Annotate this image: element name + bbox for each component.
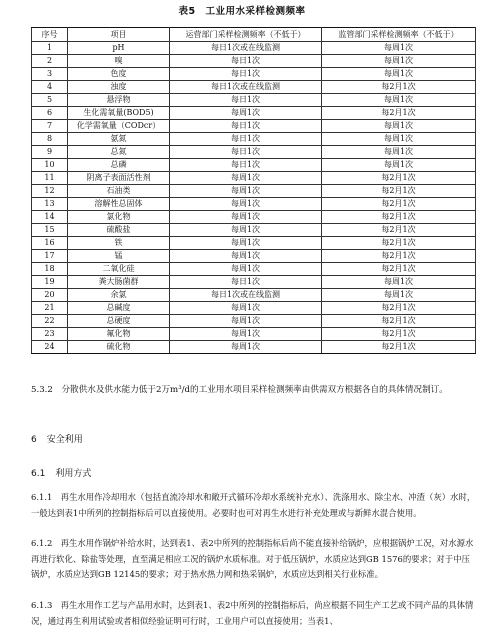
cell-item: 阴离子表面活性剂 [68,172,170,185]
cell-supervisor-frequency: 每2月1次 [322,211,476,224]
cell-supervisor-frequency: 每2月1次 [322,224,476,237]
table-row [32,159,476,172]
cell-item: 石油类 [68,185,170,198]
cell-serial: 15 [32,224,68,237]
clause-5-3-2 [31,383,477,398]
cell-item: 余氯 [68,289,170,302]
cell-item: 总碱度 [68,302,170,315]
cell-operator-frequency: 每日1次 [170,68,322,81]
cell-serial: 18 [32,263,68,276]
clause-6-1-3 [31,598,477,629]
cell-serial: 7 [32,120,68,133]
cell-operator-frequency: 每日1次 [170,55,322,68]
cell-operator-frequency: 每日1次 [170,276,322,289]
clause-6-1-2 [31,536,477,583]
clause-6-1-1-text: 6.1.1 再生水用作冷却用水（包括直流冷却水和敞开式循环冷却水系统补充水）、洗涤用水、除尘水、冲渣（灰）水时，一般达到表1中所列的控制指标后可以直接使用。必要时也可对再生水进行补充处理或与新鲜水混合使用。 [31,492,476,518]
cell-operator-frequency: 每日1次 [170,94,322,107]
sampling-frequency-table [31,27,476,354]
cell-serial: 3 [32,68,68,81]
cell-operator-frequency: 每日1次或在线监测 [170,289,322,302]
cell-operator-frequency: 每日1次 [170,120,322,133]
table-row [32,250,476,263]
section-number: 6 [31,435,37,445]
cell-serial: 20 [32,289,68,302]
header-serial: 序号 [32,28,68,42]
cell-item: pH [68,42,170,55]
cell-operator-frequency: 每周1次 [170,315,322,328]
section-heading-6-1 [31,466,91,479]
cell-supervisor-frequency: 每2月1次 [322,328,476,341]
cell-supervisor-frequency: 每2月1次 [322,341,476,354]
cell-item: 色度 [68,68,170,81]
table-row [32,172,476,185]
cell-item: 悬浮物 [68,94,170,107]
cell-serial: 9 [32,146,68,159]
cell-item: 总氮 [68,146,170,159]
cell-item: 铁 [68,237,170,250]
cell-serial: 6 [32,107,68,120]
cell-supervisor-frequency: 每2月1次 [322,172,476,185]
table-row [32,237,476,250]
cell-serial: 22 [32,315,68,328]
clause-6-1-2-text: 6.1.2 再生水用作锅炉补给水时，达到表1、表2中所列的控制指标后尚不能直接补给锅炉，应根据锅炉工况，对水源水再进行软化、除盐等处理，直至满足相应工况的锅炉水质标准。对于低压锅炉，水质应达到GB 1576的要求；对于中压锅炉，水质应达到GB 12145的要求；对于热水热力网和热采锅炉，水质应达到相关行业标准。 [31,538,474,579]
table-row [32,81,476,94]
table-row [32,198,476,211]
cell-item: 生化需氧量(BOD5) [68,107,170,120]
table-row [32,289,476,302]
cell-item: 粪大肠菌群 [68,276,170,289]
cell-serial: 5 [32,94,68,107]
cell-serial: 12 [32,185,68,198]
cell-operator-frequency: 每日1次 [170,159,322,172]
cell-supervisor-frequency: 每周1次 [322,289,476,302]
cell-operator-frequency: 每周1次 [170,341,322,354]
clause-5-3-2-text: 5.3.2 分散供水及供水能力低于2万m³/d的工业用水项目采样检测频率由供需双方根据各自的具体情况制订。 [31,385,448,395]
cell-supervisor-frequency: 每2月1次 [322,315,476,328]
section-title: 安全利用 [46,435,83,445]
cell-item: 总硬度 [68,315,170,328]
cell-item: 硫酸盐 [68,224,170,237]
cell-serial: 17 [32,250,68,263]
cell-serial: 11 [32,172,68,185]
table-row [32,42,476,55]
cell-item: 氨氮 [68,133,170,146]
cell-serial: 23 [32,328,68,341]
cell-serial: 21 [32,302,68,315]
cell-operator-frequency: 每周1次 [170,263,322,276]
cell-operator-frequency: 每周1次 [170,185,322,198]
cell-item: 锰 [68,250,170,263]
cell-serial: 4 [32,81,68,94]
cell-item: 总磷 [68,159,170,172]
table-row [32,224,476,237]
cell-supervisor-frequency: 每2月1次 [322,107,476,120]
table-header-row [32,28,476,42]
table-row [32,55,476,68]
section-number: 6.1 [31,469,46,479]
cell-serial: 8 [32,133,68,146]
cell-item: 氟化物 [68,328,170,341]
cell-operator-frequency: 每周1次 [170,302,322,315]
cell-supervisor-frequency: 每2月1次 [322,185,476,198]
cell-supervisor-frequency: 每周1次 [322,42,476,55]
cell-operator-frequency: 每周1次 [170,172,322,185]
cell-supervisor-frequency: 每2月1次 [322,302,476,315]
cell-supervisor-frequency: 每2月1次 [322,250,476,263]
cell-supervisor-frequency: 每周1次 [322,55,476,68]
table-row [32,68,476,81]
clause-6-1-3-text: 6.1.3 再生水用作工艺与产品用水时，达到表1、表2中所列的控制指标后，尚应根据不同生产工艺或不同产品的具体情况，通过再生利用试验或者相似经验证明可行时，工业用户可以直接使用；当表1、 [31,600,474,626]
cell-operator-frequency: 每周1次 [170,107,322,120]
table-row [32,211,476,224]
table-row [32,185,476,198]
cell-supervisor-frequency: 每2月1次 [322,198,476,211]
cell-item: 浊度 [68,81,170,94]
table-row [32,341,476,354]
cell-operator-frequency: 每日1次或在线监测 [170,81,322,94]
cell-supervisor-frequency: 每2月1次 [322,237,476,250]
table-title: 表5 工业用水采样检测频率 [178,6,306,17]
table-row [32,133,476,146]
cell-supervisor-frequency: 每周1次 [322,68,476,81]
cell-item: 硫化物 [68,341,170,354]
cell-operator-frequency: 每日1次 [170,133,322,146]
table-row [32,315,476,328]
cell-item: 溶解性总固体 [68,198,170,211]
cell-operator-frequency: 每周1次 [170,198,322,211]
cell-operator-frequency: 每日1次或在线监测 [170,42,322,55]
cell-serial: 24 [32,341,68,354]
cell-serial: 1 [32,42,68,55]
cell-supervisor-frequency: 每周1次 [322,159,476,172]
table-row [32,146,476,159]
table-row [32,120,476,133]
cell-serial: 16 [32,237,68,250]
cell-serial: 2 [32,55,68,68]
section-title: 利用方式 [55,469,92,479]
cell-supervisor-frequency: 每周1次 [322,146,476,159]
table-row [32,94,476,107]
cell-item: 氯化物 [68,211,170,224]
cell-serial: 13 [32,198,68,211]
cell-operator-frequency: 每周1次 [170,328,322,341]
cell-operator-frequency: 每周1次 [170,224,322,237]
table-row [32,276,476,289]
cell-supervisor-frequency: 每2月1次 [322,263,476,276]
header-item: 项目 [68,28,170,42]
table-row [32,263,476,276]
header-operator-frequency: 运营部门采样检测频率（不低于） [170,28,322,42]
section-heading-6 [31,432,83,445]
cell-supervisor-frequency: 每周1次 [322,94,476,107]
cell-operator-frequency: 每周1次 [170,211,322,224]
cell-item: 化学需氧量（CODcr） [68,120,170,133]
cell-serial: 14 [32,211,68,224]
cell-operator-frequency: 每周1次 [170,250,322,263]
cell-supervisor-frequency: 每周1次 [322,120,476,133]
cell-item: 二氧化硅 [68,263,170,276]
cell-serial: 10 [32,159,68,172]
cell-supervisor-frequency: 每周1次 [322,276,476,289]
cell-supervisor-frequency: 每2月1次 [322,81,476,94]
clause-6-1-1 [31,490,477,521]
table-row [32,107,476,120]
cell-supervisor-frequency: 每周1次 [322,133,476,146]
table-row [32,302,476,315]
cell-operator-frequency: 每日1次 [170,146,322,159]
cell-serial: 19 [32,276,68,289]
cell-item: 嗅 [68,55,170,68]
table-row [32,328,476,341]
cell-operator-frequency: 每周1次 [170,237,322,250]
header-supervisor-frequency: 监管部门采样检测频率（不低于） [322,28,476,42]
